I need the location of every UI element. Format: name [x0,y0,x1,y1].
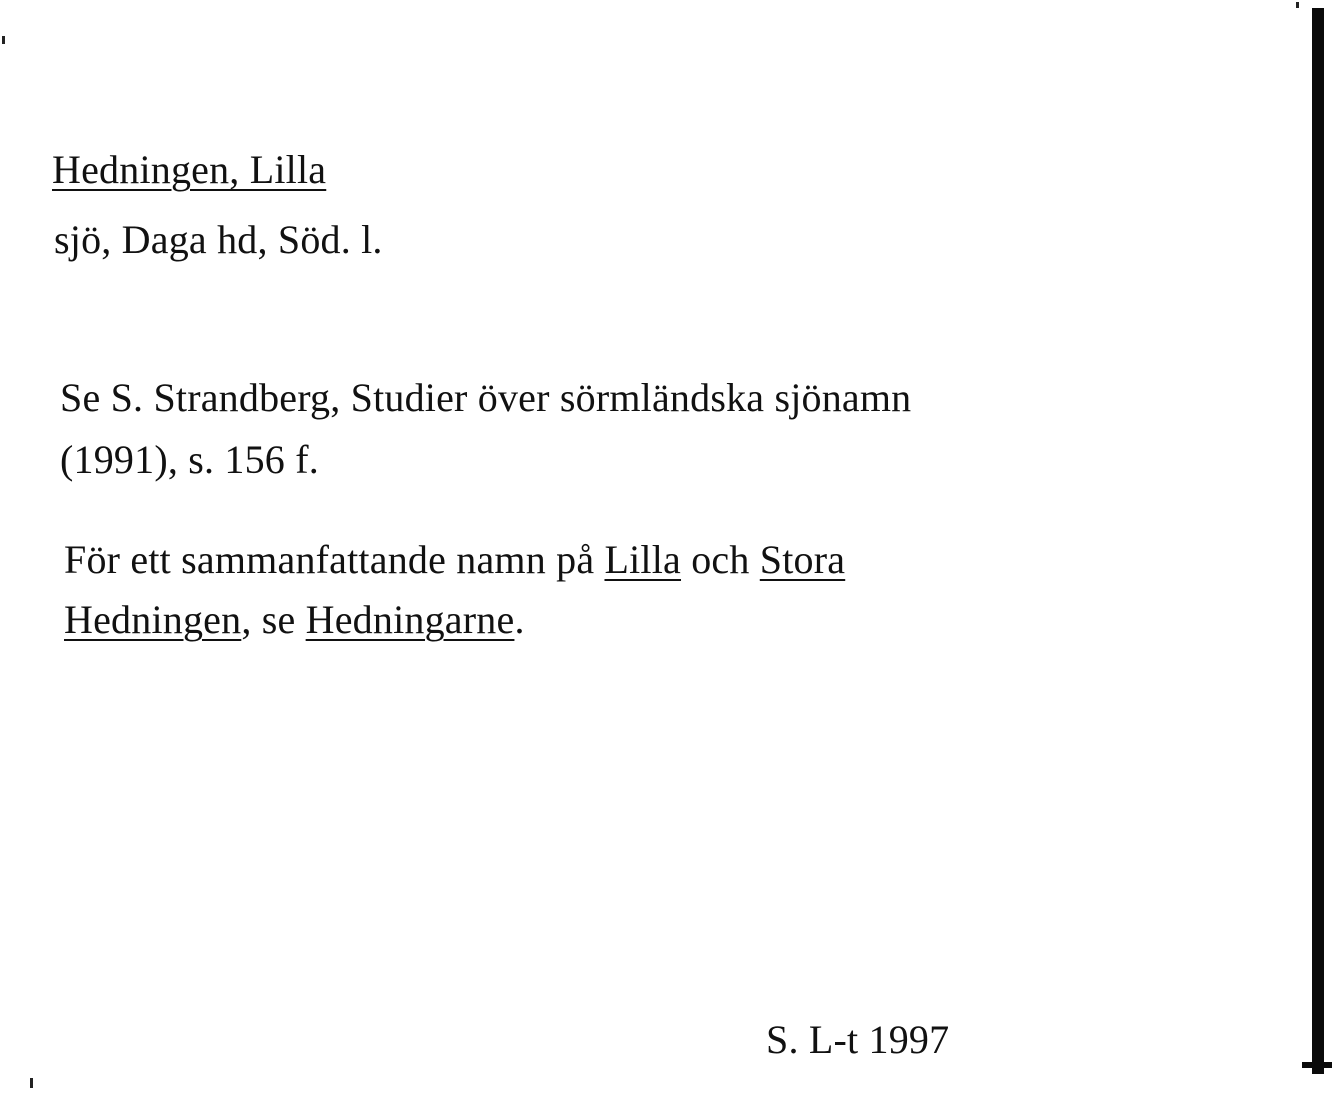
note-text: . [514,597,525,642]
note-text: För ett sammanfattande namn på [64,537,605,582]
link-stora[interactable]: Stora [759,537,846,582]
entry-description: sjö, Daga hd, Söd. l. [54,217,383,262]
reference-line-2: (1991), s. 156 f. [60,437,319,482]
author-signature: S. L-t 1997 [766,1017,950,1062]
link-hedningen[interactable]: Hedningen [64,597,242,642]
entry-heading: Hedningen, Lilla [52,147,327,192]
link-lilla[interactable]: Lilla [604,537,682,582]
scan-edge-border [1302,8,1332,1074]
scan-speck [30,1078,33,1088]
note-line-2 [64,597,525,642]
scan-edge-bar [1312,8,1324,1074]
scan-speck [1296,2,1299,8]
reference-line-1: Se S. Strandberg, Studier över sörmländska sjönamn [60,375,912,420]
note-text: och [681,537,760,582]
link-hedningarne[interactable]: Hedningarne [305,597,515,642]
note-text: , se [241,597,306,642]
note-line-1 [64,537,846,582]
scan-edge-tick [1302,1062,1332,1068]
scan-speck [2,36,5,44]
